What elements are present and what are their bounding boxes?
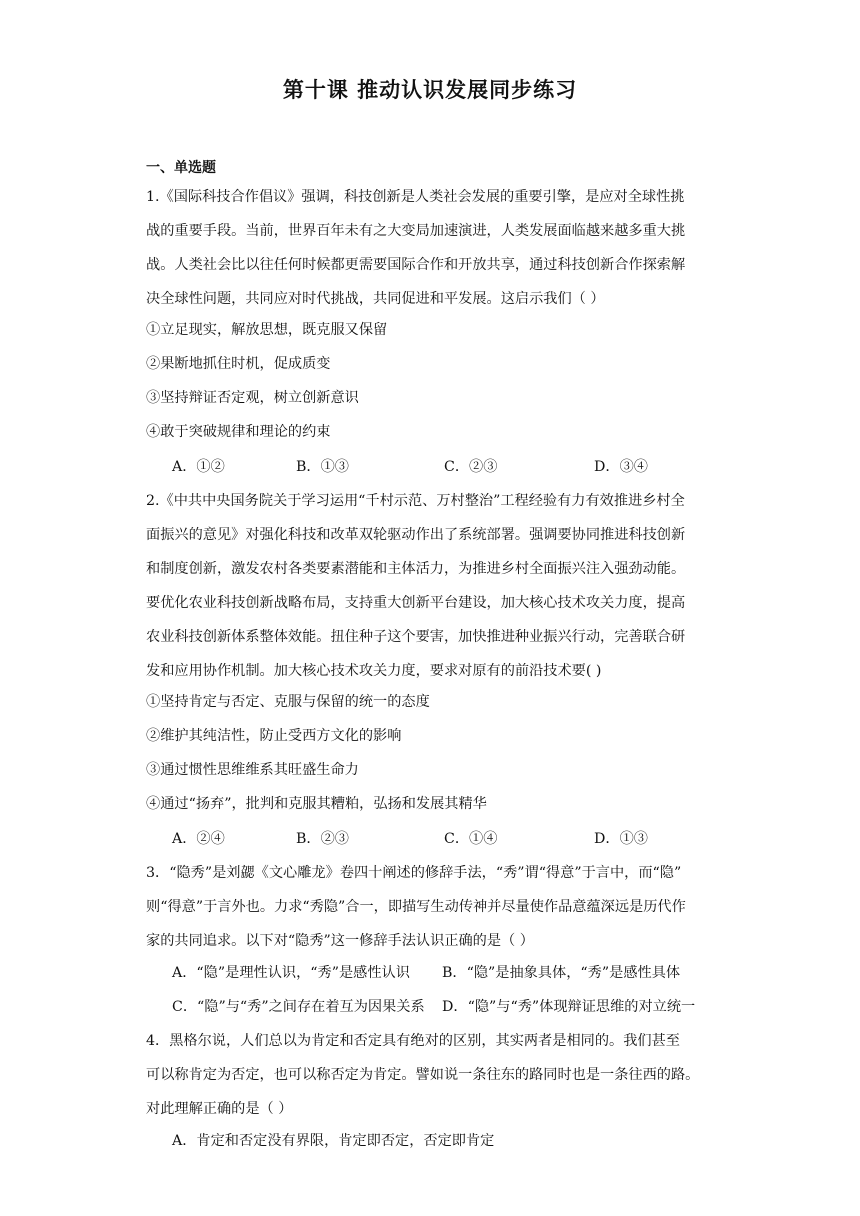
question-text-line: 2.《中共中央国务院关于学习运用“千村示范、万村整治”工程经验有力有效推进乡村全 — [146, 493, 685, 509]
answer-options — [172, 996, 732, 1016]
statement-item: ①立足现实，解放思想，既克服又保留 — [146, 322, 388, 338]
answer-options — [172, 1130, 732, 1150]
answer-options — [172, 456, 732, 476]
question-text-line: 和制度创新，激发农村各类要素潜能和主体活力，为推进乡村全面振兴注入强劲动能。 — [146, 561, 686, 577]
answer-option-b[interactable]: B．“隐”是抽象具体，“秀”是感性具体 — [442, 965, 681, 981]
question-1-stem — [146, 180, 718, 316]
question-text-line: 3．“隐秀”是刘勰《文心雕龙》卷四十阐述的修辞手法，“秀”谓“得意”于言中，而“隐” — [146, 865, 682, 881]
answer-option-b[interactable]: B．②③ — [296, 831, 349, 847]
answer-option-b[interactable]: B．①③ — [296, 459, 349, 475]
question-text-line: 家的共同追求。以下对“隐秀”这一修辞手法认识正确的是（ ） — [146, 933, 534, 949]
answer-option-a[interactable]: A．①② — [172, 459, 225, 475]
question-4-stem — [146, 1024, 718, 1126]
question-text-line: 农业科技创新体系整体效能。扭住种子这个要害，加快推进种业振兴行动，完善联合研 — [146, 629, 686, 645]
answer-option-d[interactable]: D．“隐”与“秀”体现辩证思维的对立统一 — [442, 999, 696, 1015]
statement-item: ③坚持辩证否定观，树立创新意识 — [146, 390, 359, 406]
statement-item: ④敢于突破规律和理论的约束 — [146, 424, 331, 440]
statement-item: ④通过“扬弃”，批判和克服其糟粕，弘扬和发展其精华 — [146, 796, 487, 812]
answer-option-c[interactable]: C．“隐”与“秀”之间存在着互为因果关系 — [172, 999, 425, 1015]
answer-option-d[interactable]: D．①③ — [594, 831, 648, 847]
answer-options — [172, 962, 732, 982]
answer-option-c[interactable]: C．①④ — [444, 831, 498, 847]
question-text-line: 战。人类社会比以往任何时候都更需要国际合作和开放共享，通过科技创新合作探索解 — [146, 257, 686, 273]
question-text-line: 战的重要手段。当前，世界百年未有之大变局加速演进，人类发展面临越来越多重大挑 — [146, 223, 686, 239]
answer-option-a[interactable]: A．“隐”是理性认识，“秀”是感性认识 — [172, 965, 410, 981]
question-text-line: 4．黑格尔说，人们总以为肯定和否定具有绝对的区别，其实两者是相同的。我们甚至 — [146, 1033, 680, 1049]
question-3-stem — [146, 856, 718, 958]
page-title: 第十课 推动认识发展同步练习 — [282, 78, 578, 102]
statement-item: ①坚持肯定与否定、克服与保留的统一的态度 — [146, 694, 430, 710]
statement-item: ③通过惯性思维维系其旺盛生命力 — [146, 762, 359, 778]
section-heading: 一、单选题 — [146, 160, 216, 176]
question-text-line: 决全球性问题，共同应对时代挑战，共同促进和平发展。这启示我们（ ） — [146, 291, 605, 307]
answer-option-a[interactable]: A．肯定和否定没有界限，肯定即否定，否定即肯定 — [172, 1133, 495, 1149]
question-text-line: 发和应用协作机制。加大核心技术攻关力度，要求对原有的前沿技术要( ) — [146, 663, 602, 679]
answer-options — [172, 828, 732, 848]
statement-item: ②维护其纯洁性，防止受西方文化的影响 — [146, 728, 402, 744]
answer-option-d[interactable]: D．③④ — [594, 459, 648, 475]
question-text-line: 则“得意”于言外也。力求“秀隐”合一，即描写生动传神并尽量使作品意蕴深远是历代作 — [146, 899, 686, 915]
answer-option-a[interactable]: A．②④ — [172, 831, 225, 847]
question-text-line: 可以称肯定为否定，也可以称否定为肯定。譬如说一条往东的路同时也是一条往西的路。 — [146, 1067, 700, 1083]
answer-option-c[interactable]: C．②③ — [444, 459, 498, 475]
question-text-line: 要优化农业科技创新战略布局，支持重大创新平台建设，加大核心技术攻关力度，提高 — [146, 595, 686, 611]
question-text-line: 对此理解正确的是（ ） — [146, 1101, 293, 1117]
question-2-stem — [146, 484, 718, 688]
statement-item: ②果断地抓住时机，促成质变 — [146, 356, 331, 372]
question-text-line: 面振兴的意见》对强化科技和改革双轮驱动作出了系统部署。强调要协同推进科技创新 — [146, 527, 686, 543]
question-text-line: 1.《国际科技合作倡议》强调，科技创新是人类社会发展的重要引擎，是应对全球性挑 — [146, 189, 685, 205]
